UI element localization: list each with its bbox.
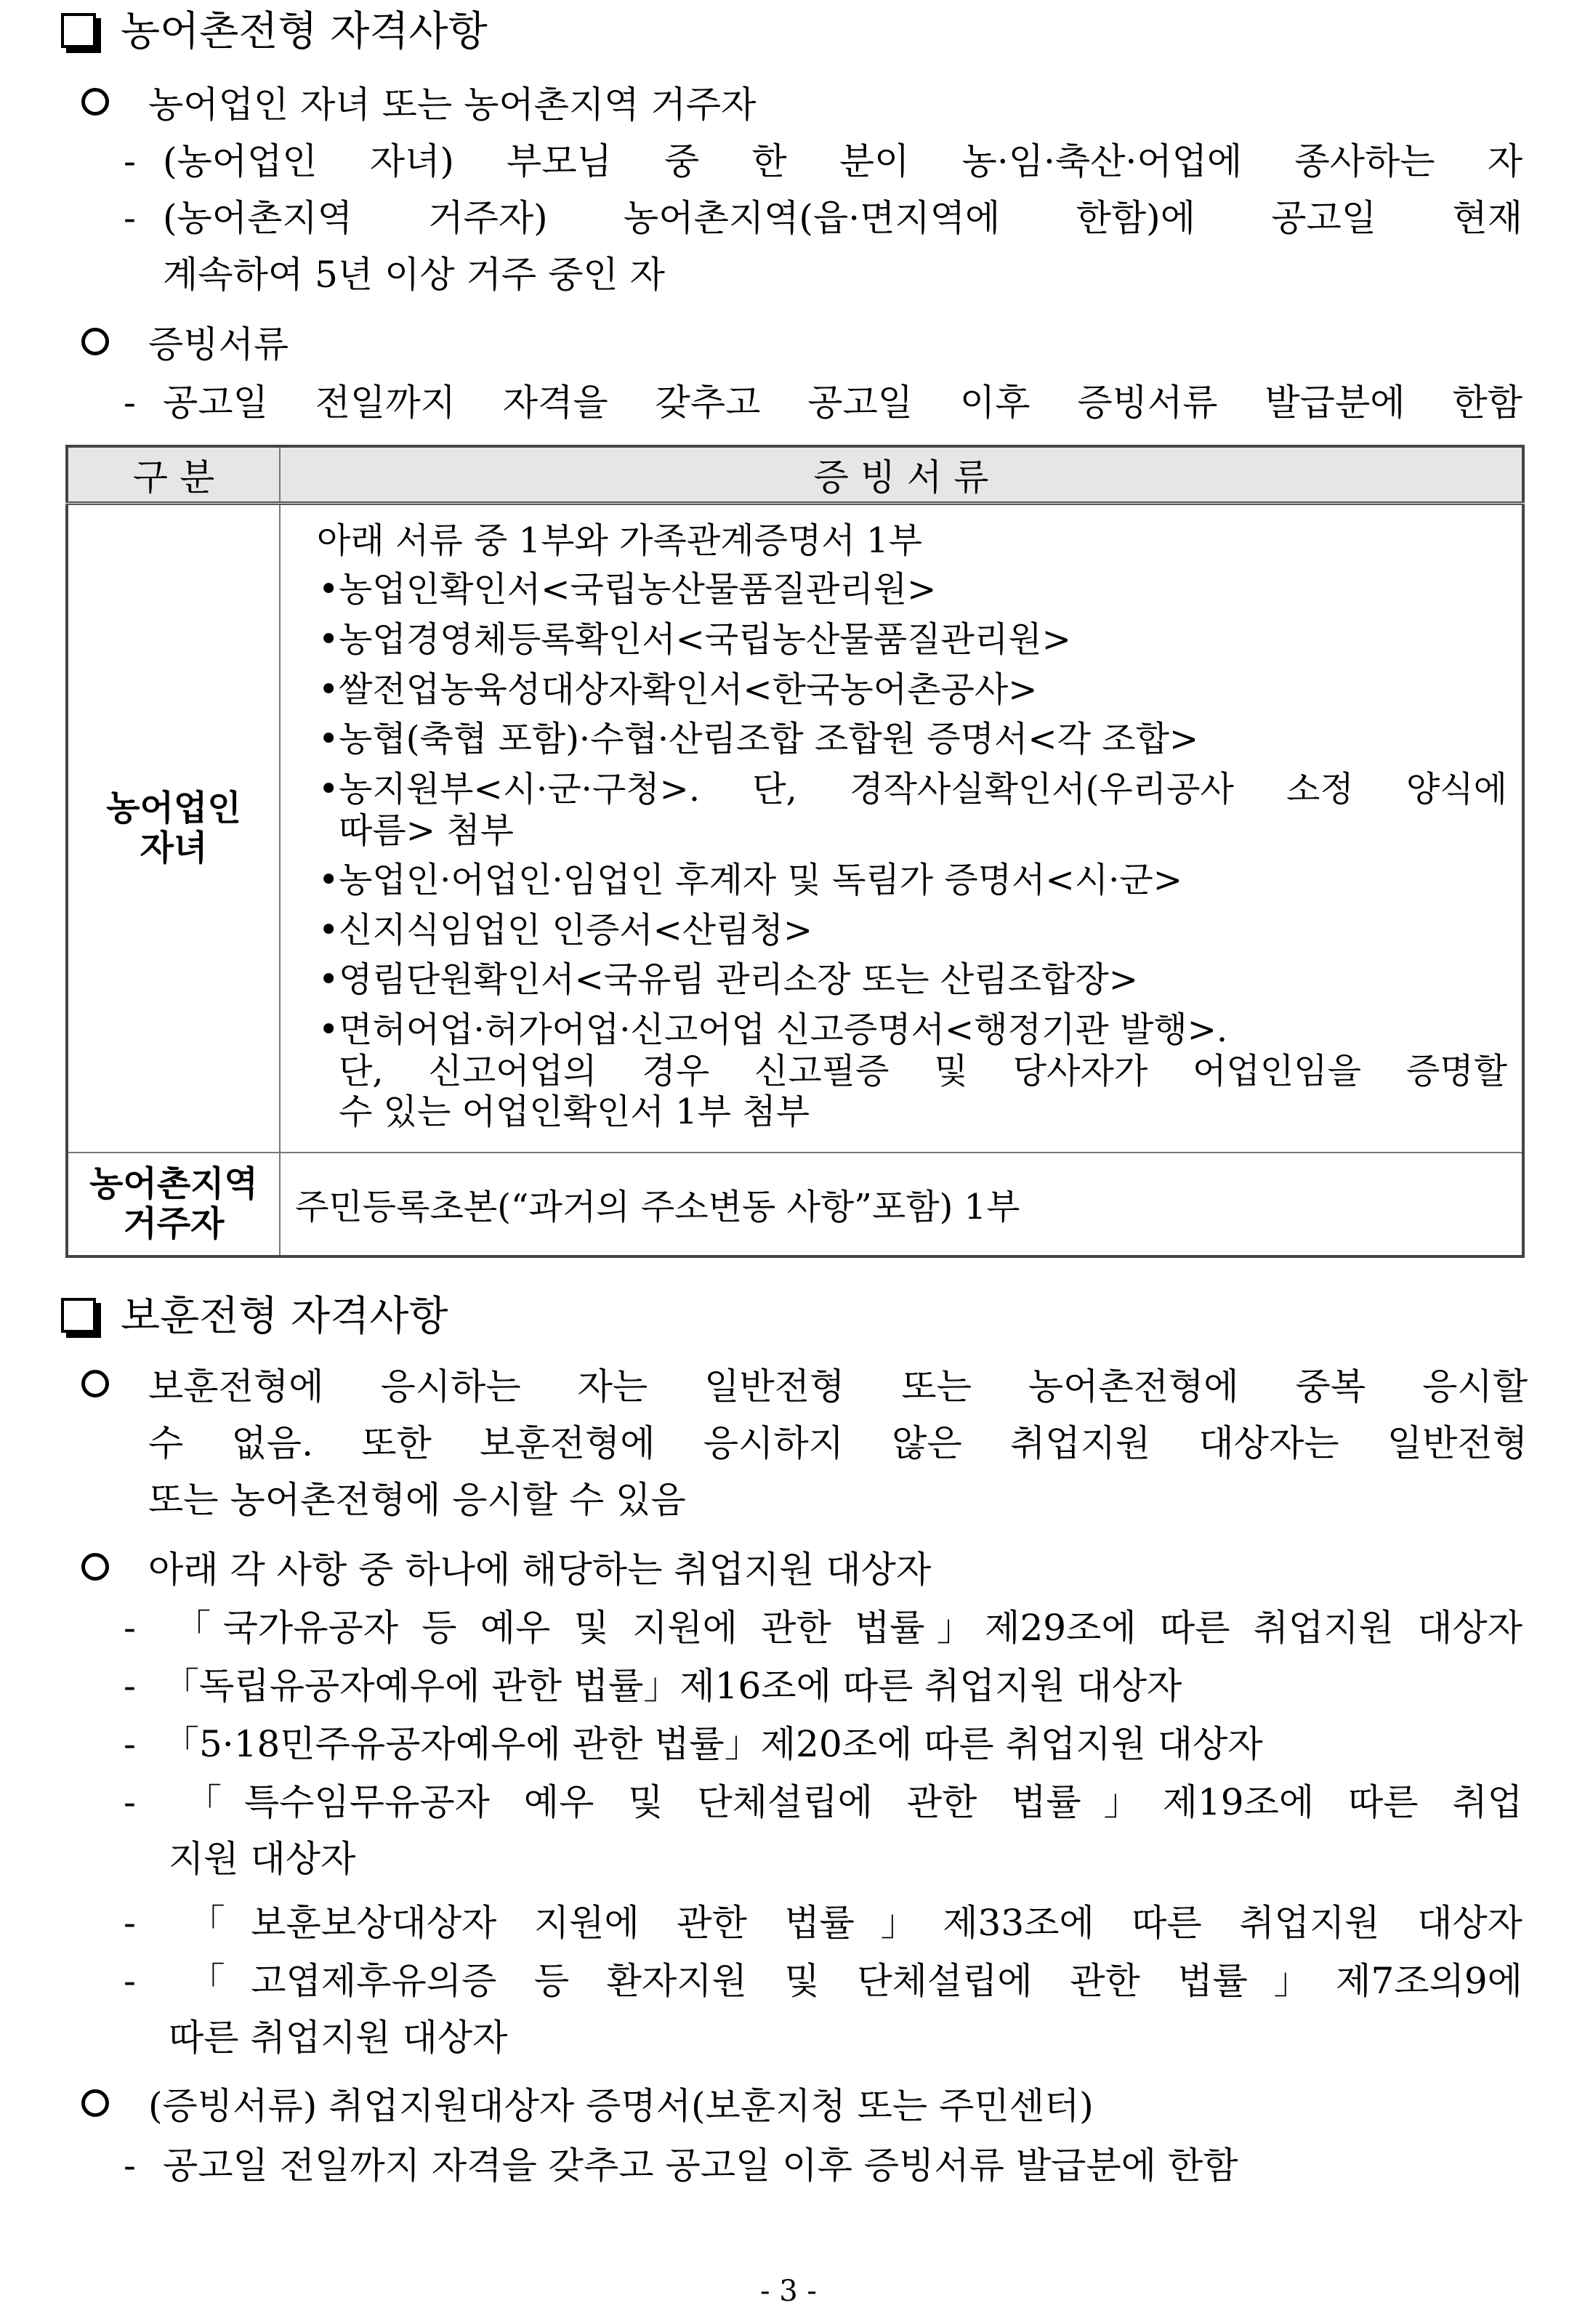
circle-bullet-icon xyxy=(81,1370,109,1397)
table-header-row xyxy=(67,446,1523,504)
table-row xyxy=(67,504,1523,1153)
list-item: • 쌀전업농육성대상자확인서<한국농어촌공사> xyxy=(302,669,1507,711)
circle-bullet-icon xyxy=(81,1553,109,1581)
item-duplicate-rule: 보훈전형에 응시하는 자는 일반전형 또는 농어촌전형에 중복 응시할 xyxy=(81,1366,1528,1408)
proof-docs-table xyxy=(65,445,1525,1258)
list-item: • 농지원부<시·군·구청>. 단, 경작사실확인서(우리공사 소정 양식에 따름> 첨부 xyxy=(302,769,1507,851)
sub-item: - (농어업인 자녀) 부모님 중 한 분이 농·임·축산·어업에 종사하는 자 xyxy=(124,140,1522,182)
sub-item: - 「보훈보상대상자 지원에 관한 법률」제33조에 따른 취업지원 대상자 xyxy=(124,1902,1522,1944)
list-item: • 농협(축협 포함)·수협·산림조합 조합원 증명서<각 조합> xyxy=(302,719,1507,760)
circle-bullet-icon xyxy=(81,2089,109,2117)
sub-item: - 「독립유공자예우에 관한 법률」제16조에 따른 취업지원 대상자 xyxy=(124,1665,1182,1707)
docs-cell xyxy=(280,504,1523,1153)
sub-item-continuation: 지원 대상자 xyxy=(169,1838,356,1880)
item-employment-support: 아래 각 사항 중 하나에 해당하는 취업지원 대상자 xyxy=(81,1549,931,1591)
page-number: - 3 - xyxy=(760,2275,817,2308)
item-continuation: 또는 농어촌전형에 응시할 수 있음 xyxy=(148,1479,686,1521)
sub-item: - 「특수임무유공자 예우 및 단체설립에 관한 법률」제19조에 따른 취업 xyxy=(124,1781,1522,1823)
section-title-rural: 농어촌전형 자격사항 xyxy=(61,9,488,55)
circle-bullet-icon xyxy=(81,88,109,116)
sub-item-continuation: 계속하여 5년 이상 거주 중인 자 xyxy=(163,254,665,296)
table-row xyxy=(67,1153,1523,1256)
docs-list xyxy=(302,569,1507,1133)
list-item: • 신지식임업인 인증서<산림청> xyxy=(302,910,1507,951)
sub-item-continuation: 따른 취업지원 대상자 xyxy=(169,2017,508,2059)
sub-item: - 공고일 전일까지 자격을 갖추고 공고일 이후 증빙서류 발급분에 한함 xyxy=(124,382,1522,424)
list-item: • 농업경영체등록확인서<국립농산물품질관리원> xyxy=(302,619,1507,661)
sub-item: - 공고일 전일까지 자격을 갖추고 공고일 이후 증빙서류 발급분에 한함 xyxy=(124,2145,1238,2187)
category-cell: 농어촌지역 거주자 xyxy=(67,1153,280,1256)
item-proof-docs: 증빙서류 xyxy=(81,324,289,366)
sub-item: - 「고엽제후유의증 등 환자지원 및 단체설립에 관한 법률」제7조의9에 xyxy=(124,1960,1522,2002)
list-item: • 농업인·어업인·임업인 후계자 및 독림가 증명서<시·군> xyxy=(302,860,1507,901)
circle-bullet-icon xyxy=(81,328,109,355)
table-header: 증 빙 서 류 xyxy=(280,446,1523,504)
list-item: • 농업인확인서<국립농산물품질관리원> xyxy=(302,569,1507,610)
docs-intro: 아래 서류 중 1부와 가족관계증명서 1부 xyxy=(317,520,922,561)
sub-item: - 「국가유공자 등 예우 및 지원에 관한 법률」제29조에 따른 취업지원 대상자 xyxy=(124,1607,1522,1649)
table-header: 구 분 xyxy=(67,446,280,504)
sub-item: - (농어촌지역 거주자) 농어촌지역(읍·면지역에 한함)에 공고일 현재 xyxy=(124,197,1522,239)
list-item: • 영림단원확인서<국유림 관리소장 또는 산림조합장> xyxy=(302,959,1507,1001)
square-bullet-icon xyxy=(61,13,96,48)
item-proof-docs-veterans: (증빙서류) 취업지원대상자 증명서(보훈지청 또는 주민센터) xyxy=(81,2086,1094,2128)
category-cell: 농어업인 자녀 xyxy=(67,504,280,1153)
sub-item: - 「5·18민주유공자예우에 관한 법률」제20조에 따른 취업지원 대상자 xyxy=(124,1723,1263,1765)
list-item: • 면허어업·허가어업·신고어업 신고증명서<행정기관 발행>. 단, 신고어업의 경우 신고필증 및 당사자가 어업인임을 증명할 수 있는 어업인확인서 1부 첨부 xyxy=(302,1009,1507,1133)
item-rural-eligibility: 농어업인 자녀 또는 농어촌지역 거주자 xyxy=(81,84,756,126)
section-title-veterans: 보훈전형 자격사항 xyxy=(61,1294,448,1340)
square-bullet-icon xyxy=(61,1298,96,1333)
item-continuation: 수 없음. 또한 보훈전형에 응시하지 않은 취업지원 대상자는 일반전형 xyxy=(148,1422,1528,1464)
docs-cell: 주민등록초본(“과거의 주소변동 사항”포함) 1부 xyxy=(280,1153,1523,1256)
